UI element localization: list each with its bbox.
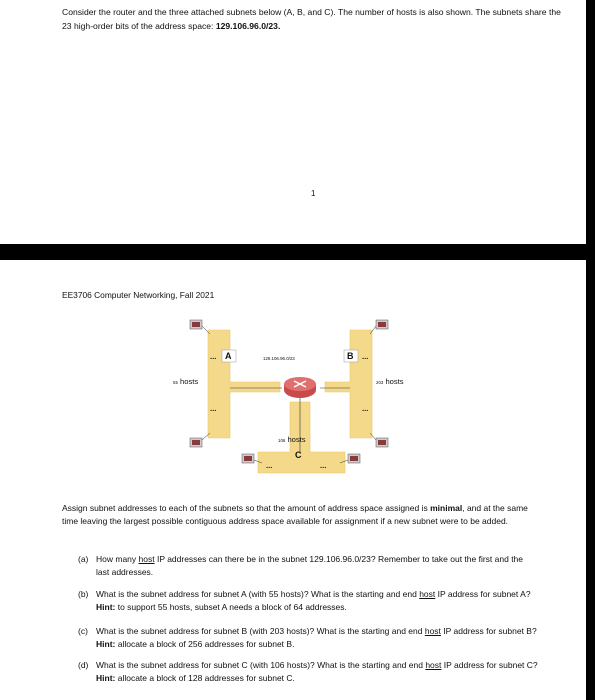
network-diagram-graphic [170,318,440,483]
subnet-c-hosts [278,435,306,444]
intro-paragraph [62,6,562,33]
question-label: (c) [78,626,88,636]
question-label: (d) [78,660,89,670]
subnet-a-region [208,330,280,438]
subnet-b-host-count: 203 [376,380,384,385]
question-underline: host [419,589,436,599]
assign-text-2: , and at the same time leaving the largest possible contiguous address space available for assignment if a new subnet were to be added. [62,503,528,526]
question-text: IP address for subnet A? [435,589,531,599]
course-header: EE3706 Computer Networking, Fall 2021 [62,290,215,300]
subnet-a-host-count: 55 [173,380,178,385]
subnet-c-dots-right: ... [320,461,327,470]
subnet-c-dots-left: ... [266,461,273,470]
hint-label: Hint: [96,602,116,612]
page-number: 1 [311,189,316,198]
subnet-c-host-count: 106 [278,438,286,443]
hosts-word-c: hosts [287,435,306,444]
subnet-b-region [325,330,372,438]
hint-text: allocate a block of 128 addresses for subnet C. [115,673,295,683]
subnet-b-dots-bottom: ... [362,404,369,413]
question-text: What is the subnet address for subnet B (with 203 hosts)? What is the starting and end [96,626,425,636]
address-space-label: 129.106.96.0/23 [263,356,295,361]
question-underline: host [138,554,155,564]
question-label: (b) [78,589,89,599]
question-text: IP address for subnet B? [440,626,537,636]
question-text: IP addresses can there be in the subnet 129.106.96.0/23? Remember to take out the first and the last addresses. [96,554,524,577]
question-a [78,553,538,579]
document-page-1 [0,0,586,244]
hosts-word-a: hosts [180,377,199,386]
question-text: How many [96,554,139,564]
subnet-a-hosts [173,377,198,386]
document-page-2 [0,260,586,700]
subnet-a-dots-bottom: ... [210,404,217,413]
subnet-b-dots-top: ... [362,352,369,361]
question-underline: host [425,660,442,670]
subnet-c-label: C [295,450,302,460]
subnet-a-dots-top: ... [210,352,217,361]
host-icon-a-top [190,320,210,334]
router-icon [284,377,316,398]
question-text: What is the subnet address for subnet A (with 55 hosts)? What is the starting and end [96,589,420,599]
assign-text-1: Assign subnet addresses to each of the subnets so that the amount of address space assigned is [62,503,431,513]
intro-text: Consider the router and the three attached subnets below (A, B, and C). The number of hosts is also shown. The subnets share the 23 high-order bits of the address space: [62,7,561,31]
subnet-b-label: B [347,351,354,361]
question-label: (a) [78,554,89,564]
question-c [78,625,538,651]
host-icon-b-bottom [370,433,388,447]
hint-text: to support 55 hosts, subset A needs a block of 64 addresses. [115,602,347,612]
network-diagram [170,318,440,483]
hint-label: Hint: [96,673,116,683]
host-icon-b-top [370,320,388,334]
subnet-b-hosts [376,377,404,386]
intro-address: 129.106.96.0/23. [215,20,281,31]
assignment-paragraph [62,502,532,528]
hosts-word-b: hosts [385,377,404,386]
subnet-a-label: A [225,351,232,361]
hint-text: allocate a block of 256 addresses for subnet B. [115,639,295,649]
question-underline: host [424,626,441,636]
hint-label: Hint: [96,639,116,649]
host-icon-a-bottom [190,433,210,447]
assign-bold: minimal [430,503,463,513]
question-text: What is the subnet address for subnet C (with 106 hosts)? What is the starting and end [96,660,426,670]
question-d [78,659,538,685]
question-text: IP address for subnet C? [441,660,538,670]
question-b [78,588,538,614]
